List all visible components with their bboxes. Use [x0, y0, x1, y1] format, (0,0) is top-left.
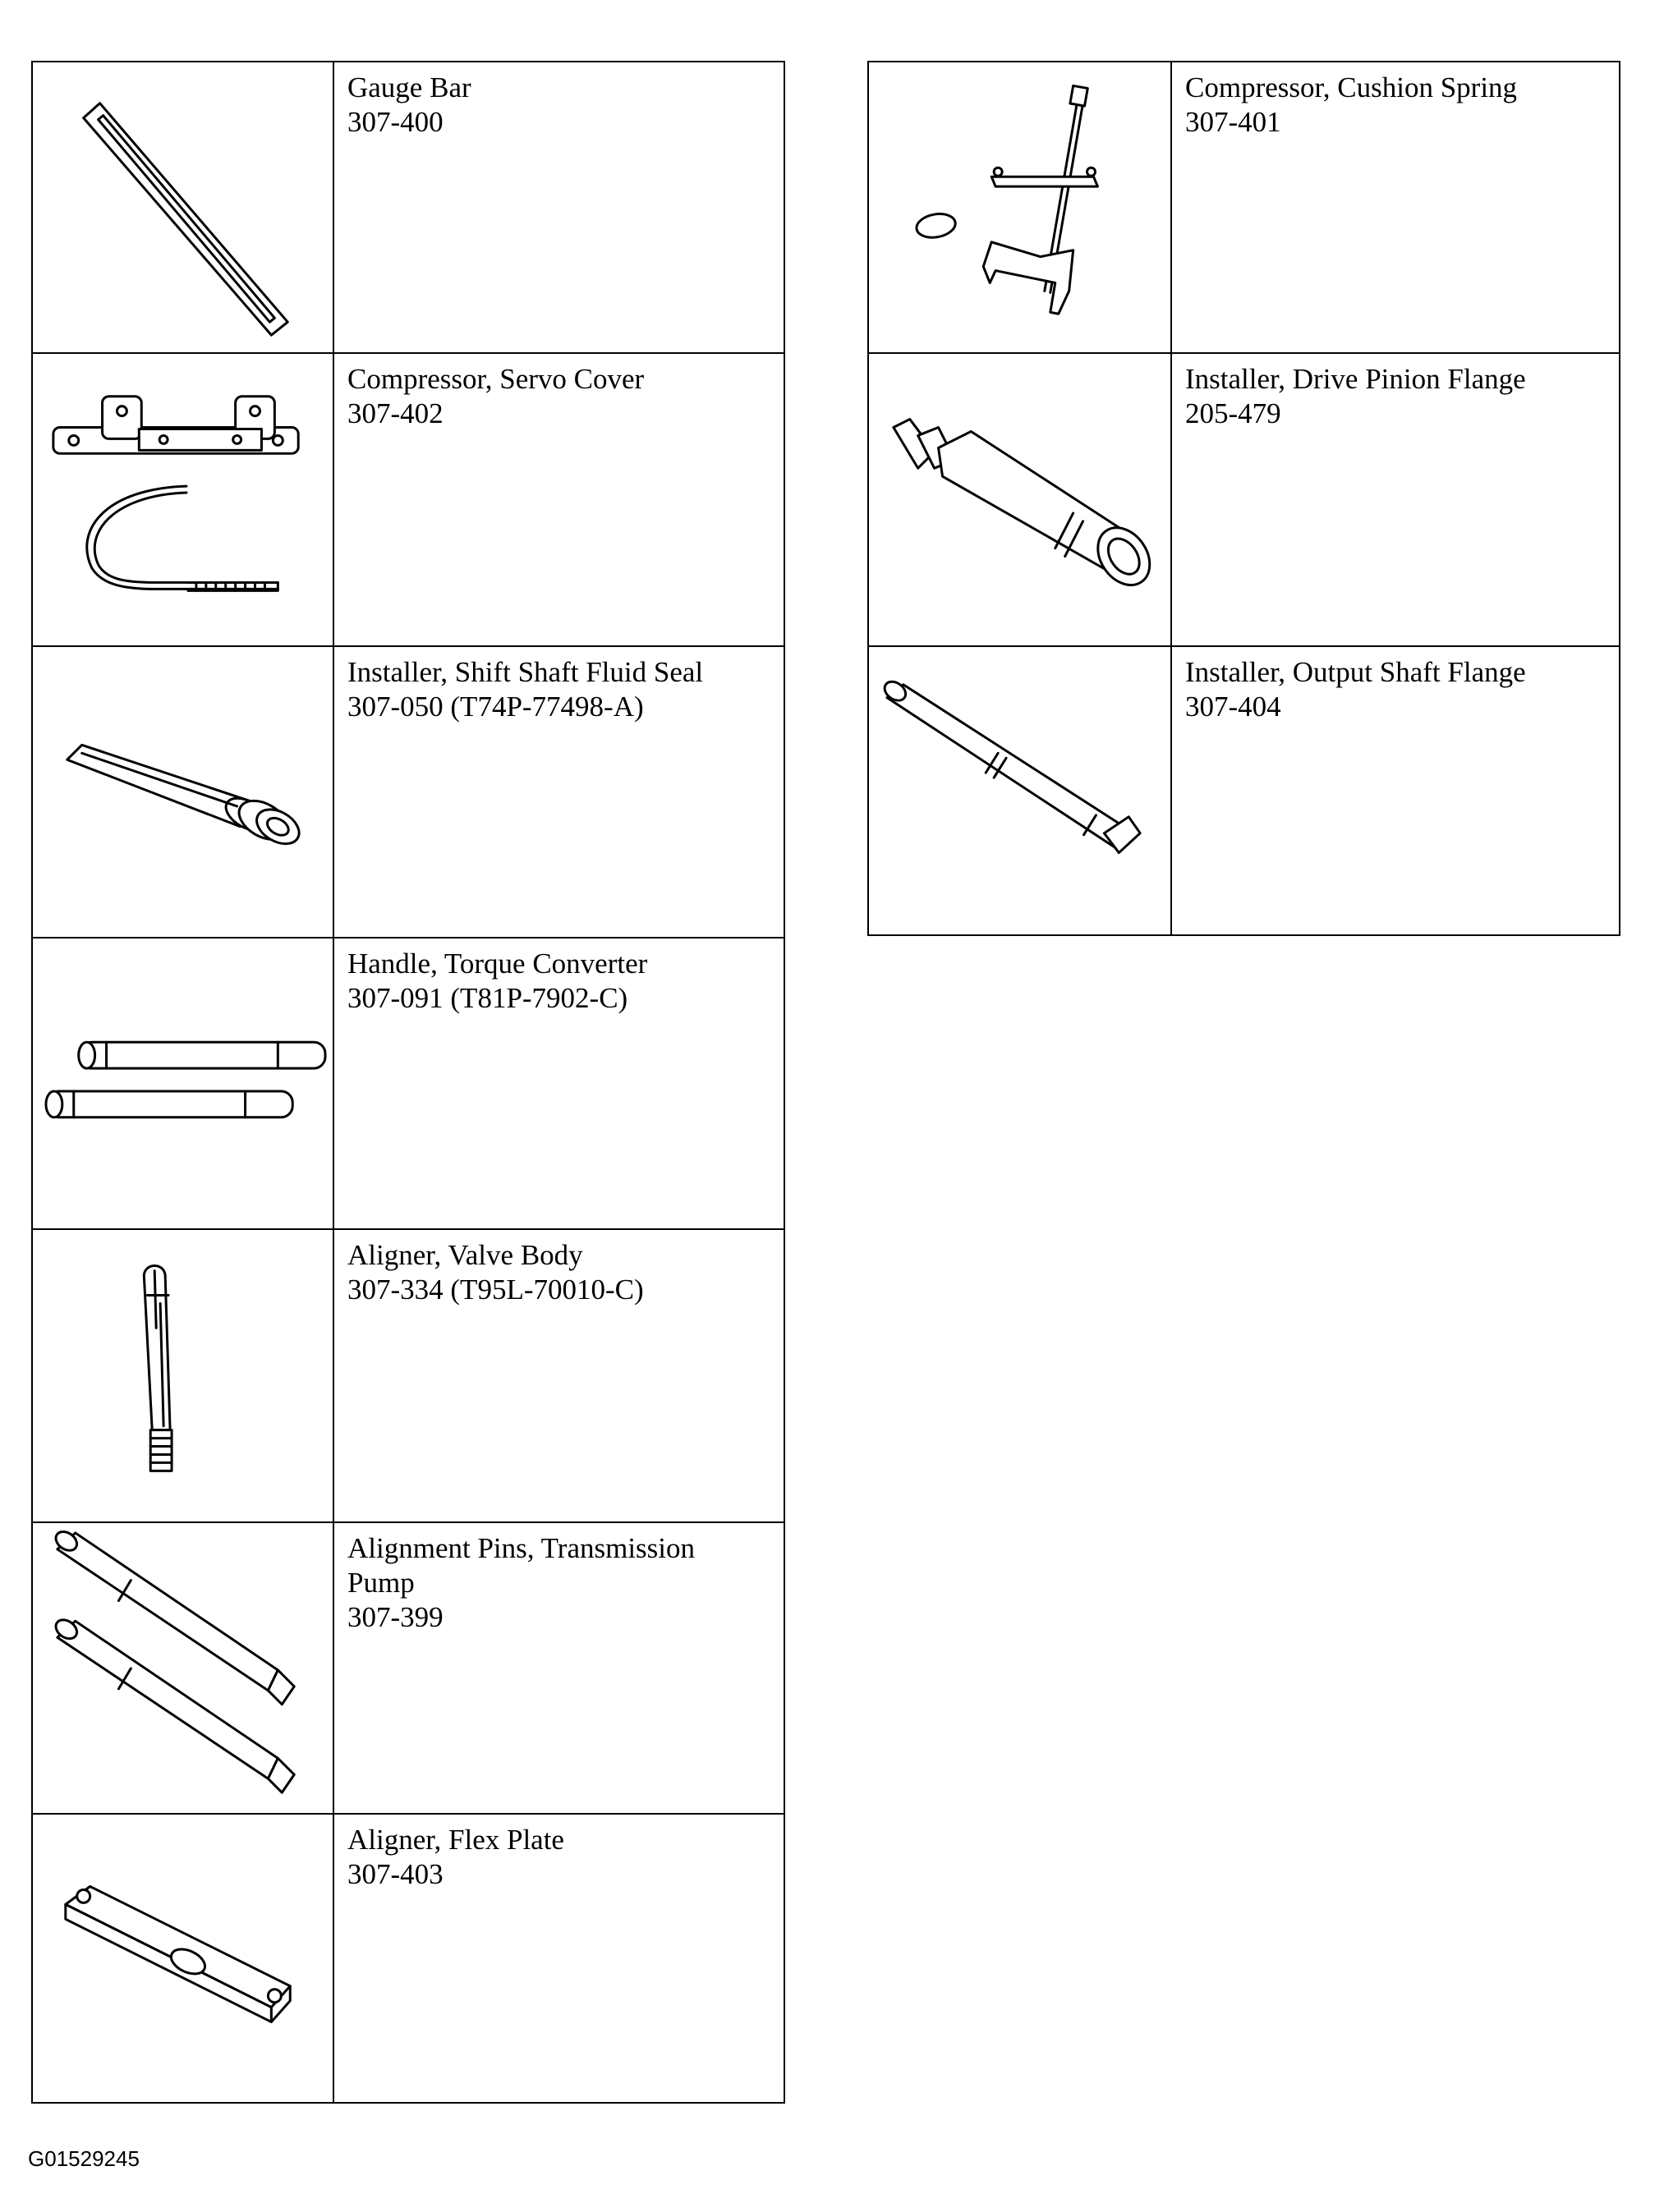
- output-shaft-flange-installer-icon: [869, 647, 1170, 934]
- tool-name: Handle, Torque Converter: [347, 948, 648, 980]
- tool-row: [32, 62, 784, 353]
- illustration-cell: [32, 938, 333, 1229]
- illustration-cell: [32, 353, 333, 646]
- tool-description: [1171, 353, 1620, 646]
- tool-part-number: 307-400: [347, 106, 444, 138]
- tool-name-line-1: Alignment Pins, Transmission: [347, 1532, 696, 1564]
- illustration-cell: [32, 62, 333, 353]
- shift-shaft-seal-installer-icon: [33, 647, 333, 937]
- tool-part-number: 307-401: [1185, 106, 1281, 138]
- gauge-bar-icon: [33, 62, 333, 352]
- tool-description: [1171, 646, 1620, 935]
- tool-row: [868, 62, 1620, 353]
- torque-converter-handle-icon: [33, 938, 333, 1228]
- tool-row: [32, 646, 784, 938]
- illustration-cell: [868, 646, 1171, 935]
- right-tool-table: [867, 61, 1620, 936]
- illustration-cell: [32, 1229, 333, 1522]
- tool-row: [32, 1522, 784, 1814]
- tool-name: Compressor, Servo Cover: [347, 363, 645, 395]
- servo-cover-compressor-icon: [33, 354, 333, 645]
- tool-description: [333, 1814, 784, 2103]
- tool-part-number: 307-403: [347, 1858, 444, 1890]
- valve-body-aligner-icon: [33, 1230, 333, 1521]
- alignment-pins-icon: [33, 1523, 333, 1813]
- tool-name: Installer, Shift Shaft Fluid Seal: [347, 656, 704, 688]
- left-tool-table: [31, 61, 785, 2104]
- tool-row: [32, 353, 784, 646]
- cushion-spring-compressor-icon: [869, 62, 1170, 352]
- tool-row: [32, 1814, 784, 2103]
- tool-name-line-2: Pump: [347, 1567, 415, 1599]
- tool-part-number: 205-479: [1185, 397, 1281, 429]
- tool-part-number: 307-404: [1185, 691, 1281, 723]
- tool-row: [868, 646, 1620, 935]
- tool-part-number: 307-091 (T81P-7902-C): [347, 982, 628, 1014]
- tool-name: Installer, Drive Pinion Flange: [1185, 363, 1526, 395]
- tool-part-number: 307-050 (T74P-77498-A): [347, 691, 644, 723]
- illustration-cell: [32, 1522, 333, 1814]
- illustration-cell: [868, 353, 1171, 646]
- tool-description: [333, 1229, 784, 1522]
- tool-description: [333, 938, 784, 1229]
- figure-id: G01529245: [28, 2146, 140, 2171]
- tool-description: [333, 62, 784, 353]
- illustration-cell: [32, 646, 333, 938]
- tool-part-number: 307-334 (T95L-70010-C): [347, 1274, 644, 1306]
- tool-name: Aligner, Flex Plate: [347, 1824, 564, 1856]
- tool-description: [333, 353, 784, 646]
- tool-part-number: 307-399: [347, 1601, 444, 1633]
- illustration-cell: [32, 1814, 333, 2103]
- tool-name: Compressor, Cushion Spring: [1185, 71, 1518, 103]
- drive-pinion-flange-installer-icon: [869, 354, 1170, 645]
- tool-row: [32, 938, 784, 1229]
- tool-description: [333, 1522, 784, 1814]
- tool-name: Aligner, Valve Body: [347, 1239, 583, 1271]
- tool-name: Gauge Bar: [347, 71, 471, 103]
- flex-plate-aligner-icon: [33, 1815, 333, 2102]
- illustration-cell: [868, 62, 1171, 353]
- tool-description: [333, 646, 784, 938]
- tool-part-number: 307-402: [347, 397, 444, 429]
- tool-description: [1171, 62, 1620, 353]
- tool-row: [868, 353, 1620, 646]
- tool-name: Installer, Output Shaft Flange: [1185, 656, 1526, 688]
- tool-row: [32, 1229, 784, 1522]
